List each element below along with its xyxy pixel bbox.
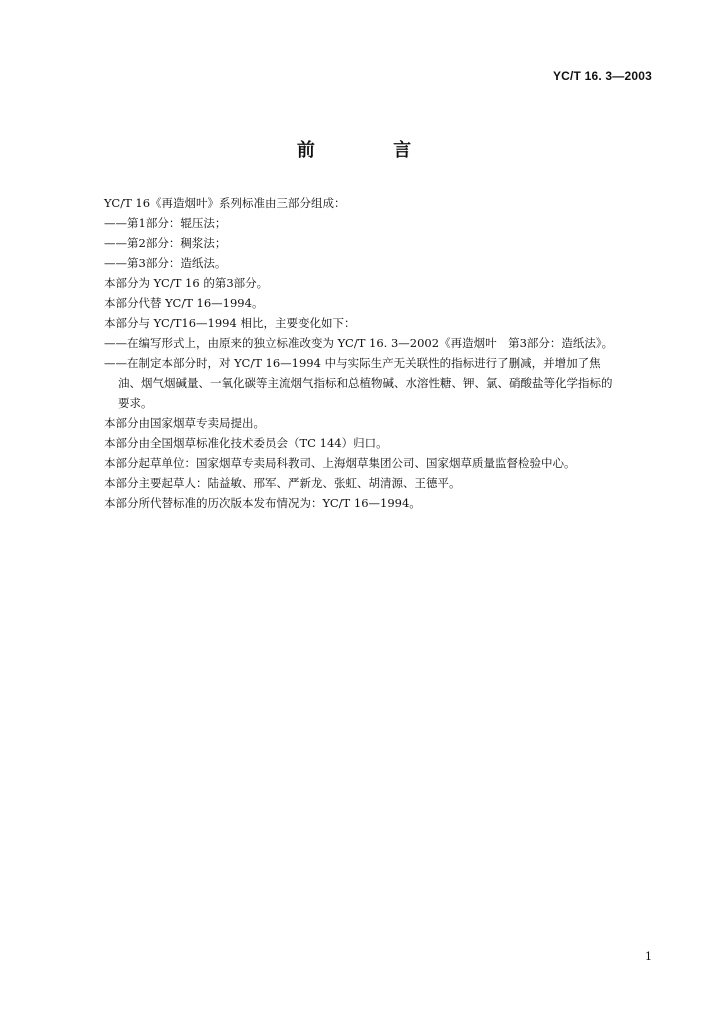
paragraph-centralized-by: 本部分由全国烟草标准化技术委员会（TC 144）归口。 — [104, 436, 388, 450]
list-item-part-3: ——第3部分：造纸法。 — [104, 256, 227, 270]
change-item-indicators-line-3: 要求。 — [118, 396, 153, 410]
change-item-indicators-line-1: ——在制定本部分时，对 YC/T 16—1994 中与实际生产无关联性的指标进行了删减，并增加了焦 — [104, 356, 601, 370]
foreword-body — [104, 193, 664, 513]
paragraph-drafters: 本部分主要起草人：陆益敏、邢军、严新龙、张虹、胡清源、王德平。 — [104, 476, 461, 490]
list-item-part-1: ——第1部分：辊压法； — [104, 216, 227, 230]
page-number: 1 — [645, 950, 652, 963]
paragraph-replaces: 本部分代替 YC/T 16—1994。 — [104, 296, 264, 310]
paragraph-drafting-units: 本部分起草单位：国家烟草专卖局科教司、上海烟草集团公司、国家烟草质量监督检验中心。 — [104, 456, 576, 470]
list-item-part-2: ——第2部分：稠浆法； — [104, 236, 227, 250]
paragraph-version-history: 本部分所代替标准的历次版本发布情况为：YC/T 16—1994。 — [104, 496, 421, 510]
change-item-format: ——在编写形式上，由原来的独立标准改变为 YC/T 16. 3—2002《再造烟叶 第3部分：造纸法》。 — [104, 336, 614, 350]
page-title: 前 言 — [296, 140, 448, 161]
change-item-indicators-line-2: 油、烟气烟碱量、一氧化碳等主流烟气指标和总植物碱、水溶性糖、钾、氯、硝酸盐等化学指标的 — [118, 376, 613, 390]
paragraph-changes-intro: 本部分与 YC/T16—1994 相比，主要变化如下： — [104, 316, 356, 330]
paragraph-this-part: 本部分为 YC/T 16 的第3部分。 — [104, 276, 269, 290]
document-code: YC/T 16. 3—2003 — [552, 69, 652, 83]
paragraph-proposed-by: 本部分由国家烟草专卖局提出。 — [104, 416, 265, 430]
paragraph-series-intro: YC/T 16《再造烟叶》系列标准由三部分组成： — [104, 196, 346, 210]
